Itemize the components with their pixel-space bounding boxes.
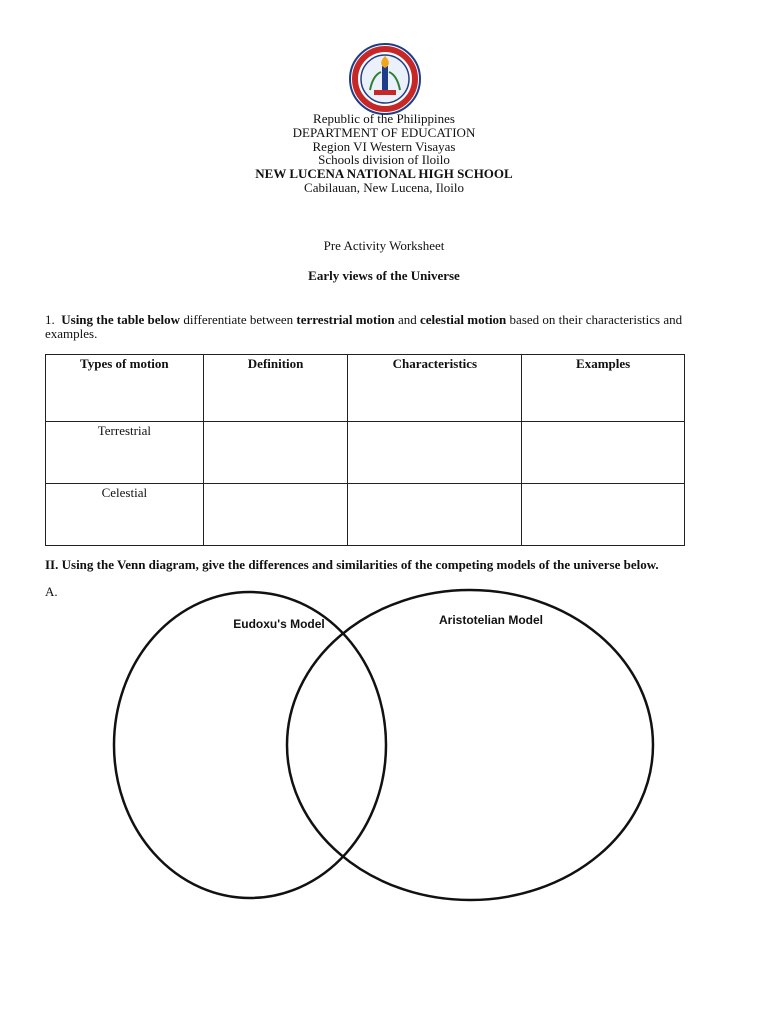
header-characteristics: Characteristics — [348, 355, 522, 422]
question-1-text-c: based on their characteristics and examples. — [45, 312, 683, 341]
topic-title: Early views of the Universe — [308, 268, 460, 283]
part-a-label: A. — [45, 584, 58, 599]
header-definition: Definition — [203, 355, 348, 422]
document-header — [0, 112, 768, 195]
school-seal-logo — [348, 42, 422, 116]
question-1-intro: Using the table below — [61, 312, 181, 327]
header-address: Cabilauan, New Lucena, Iloilo — [304, 179, 464, 195]
header-line-division: Schools division of Iloilo — [318, 152, 450, 168]
header-examples: Examples — [522, 355, 685, 422]
header-types-of-motion: Types of motion — [46, 355, 204, 422]
question-1-number: 1. — [45, 312, 55, 327]
question-1-text-a: differentiate between — [180, 312, 297, 327]
header-school-name: NEW LUCENA NATIONAL HIGH SCHOOL — [255, 166, 513, 182]
venn-right-circle[interactable] — [287, 590, 653, 900]
header-line-region: Region VI Western Visayas — [312, 138, 456, 154]
venn-diagram — [0, 580, 768, 924]
question-1-celestial: celestial motion — [420, 312, 507, 327]
worksheet-title: Pre Activity Worksheet — [323, 238, 445, 253]
table-row — [46, 422, 685, 484]
question-1-terrestrial: terrestrial motion — [296, 312, 395, 327]
answer-cell[interactable] — [522, 422, 685, 484]
answer-cell[interactable] — [203, 422, 348, 484]
answer-cell[interactable] — [203, 484, 348, 546]
motion-table — [45, 354, 685, 546]
question-2: II. Using the Venn diagram, give the differences and similarities of the competing models of the universe below. — [45, 557, 659, 572]
table-row — [46, 484, 685, 546]
venn-left-circle[interactable] — [114, 592, 386, 898]
header-line-department: DEPARTMENT OF EDUCATION — [292, 124, 476, 140]
row-label-terrestrial: Terrestrial — [46, 422, 204, 484]
answer-cell[interactable] — [348, 484, 522, 546]
answer-cell[interactable] — [348, 422, 522, 484]
venn-left-label: Eudoxu's Model — [233, 617, 325, 631]
row-label-celestial: Celestial — [46, 484, 204, 546]
answer-cell[interactable] — [522, 484, 685, 546]
question-1 — [45, 313, 735, 340]
header-line-republic: Republic of the Philippines — [313, 111, 455, 126]
venn-right-label: Aristotelian Model — [438, 613, 544, 627]
question-1-text-b: and — [394, 312, 420, 327]
